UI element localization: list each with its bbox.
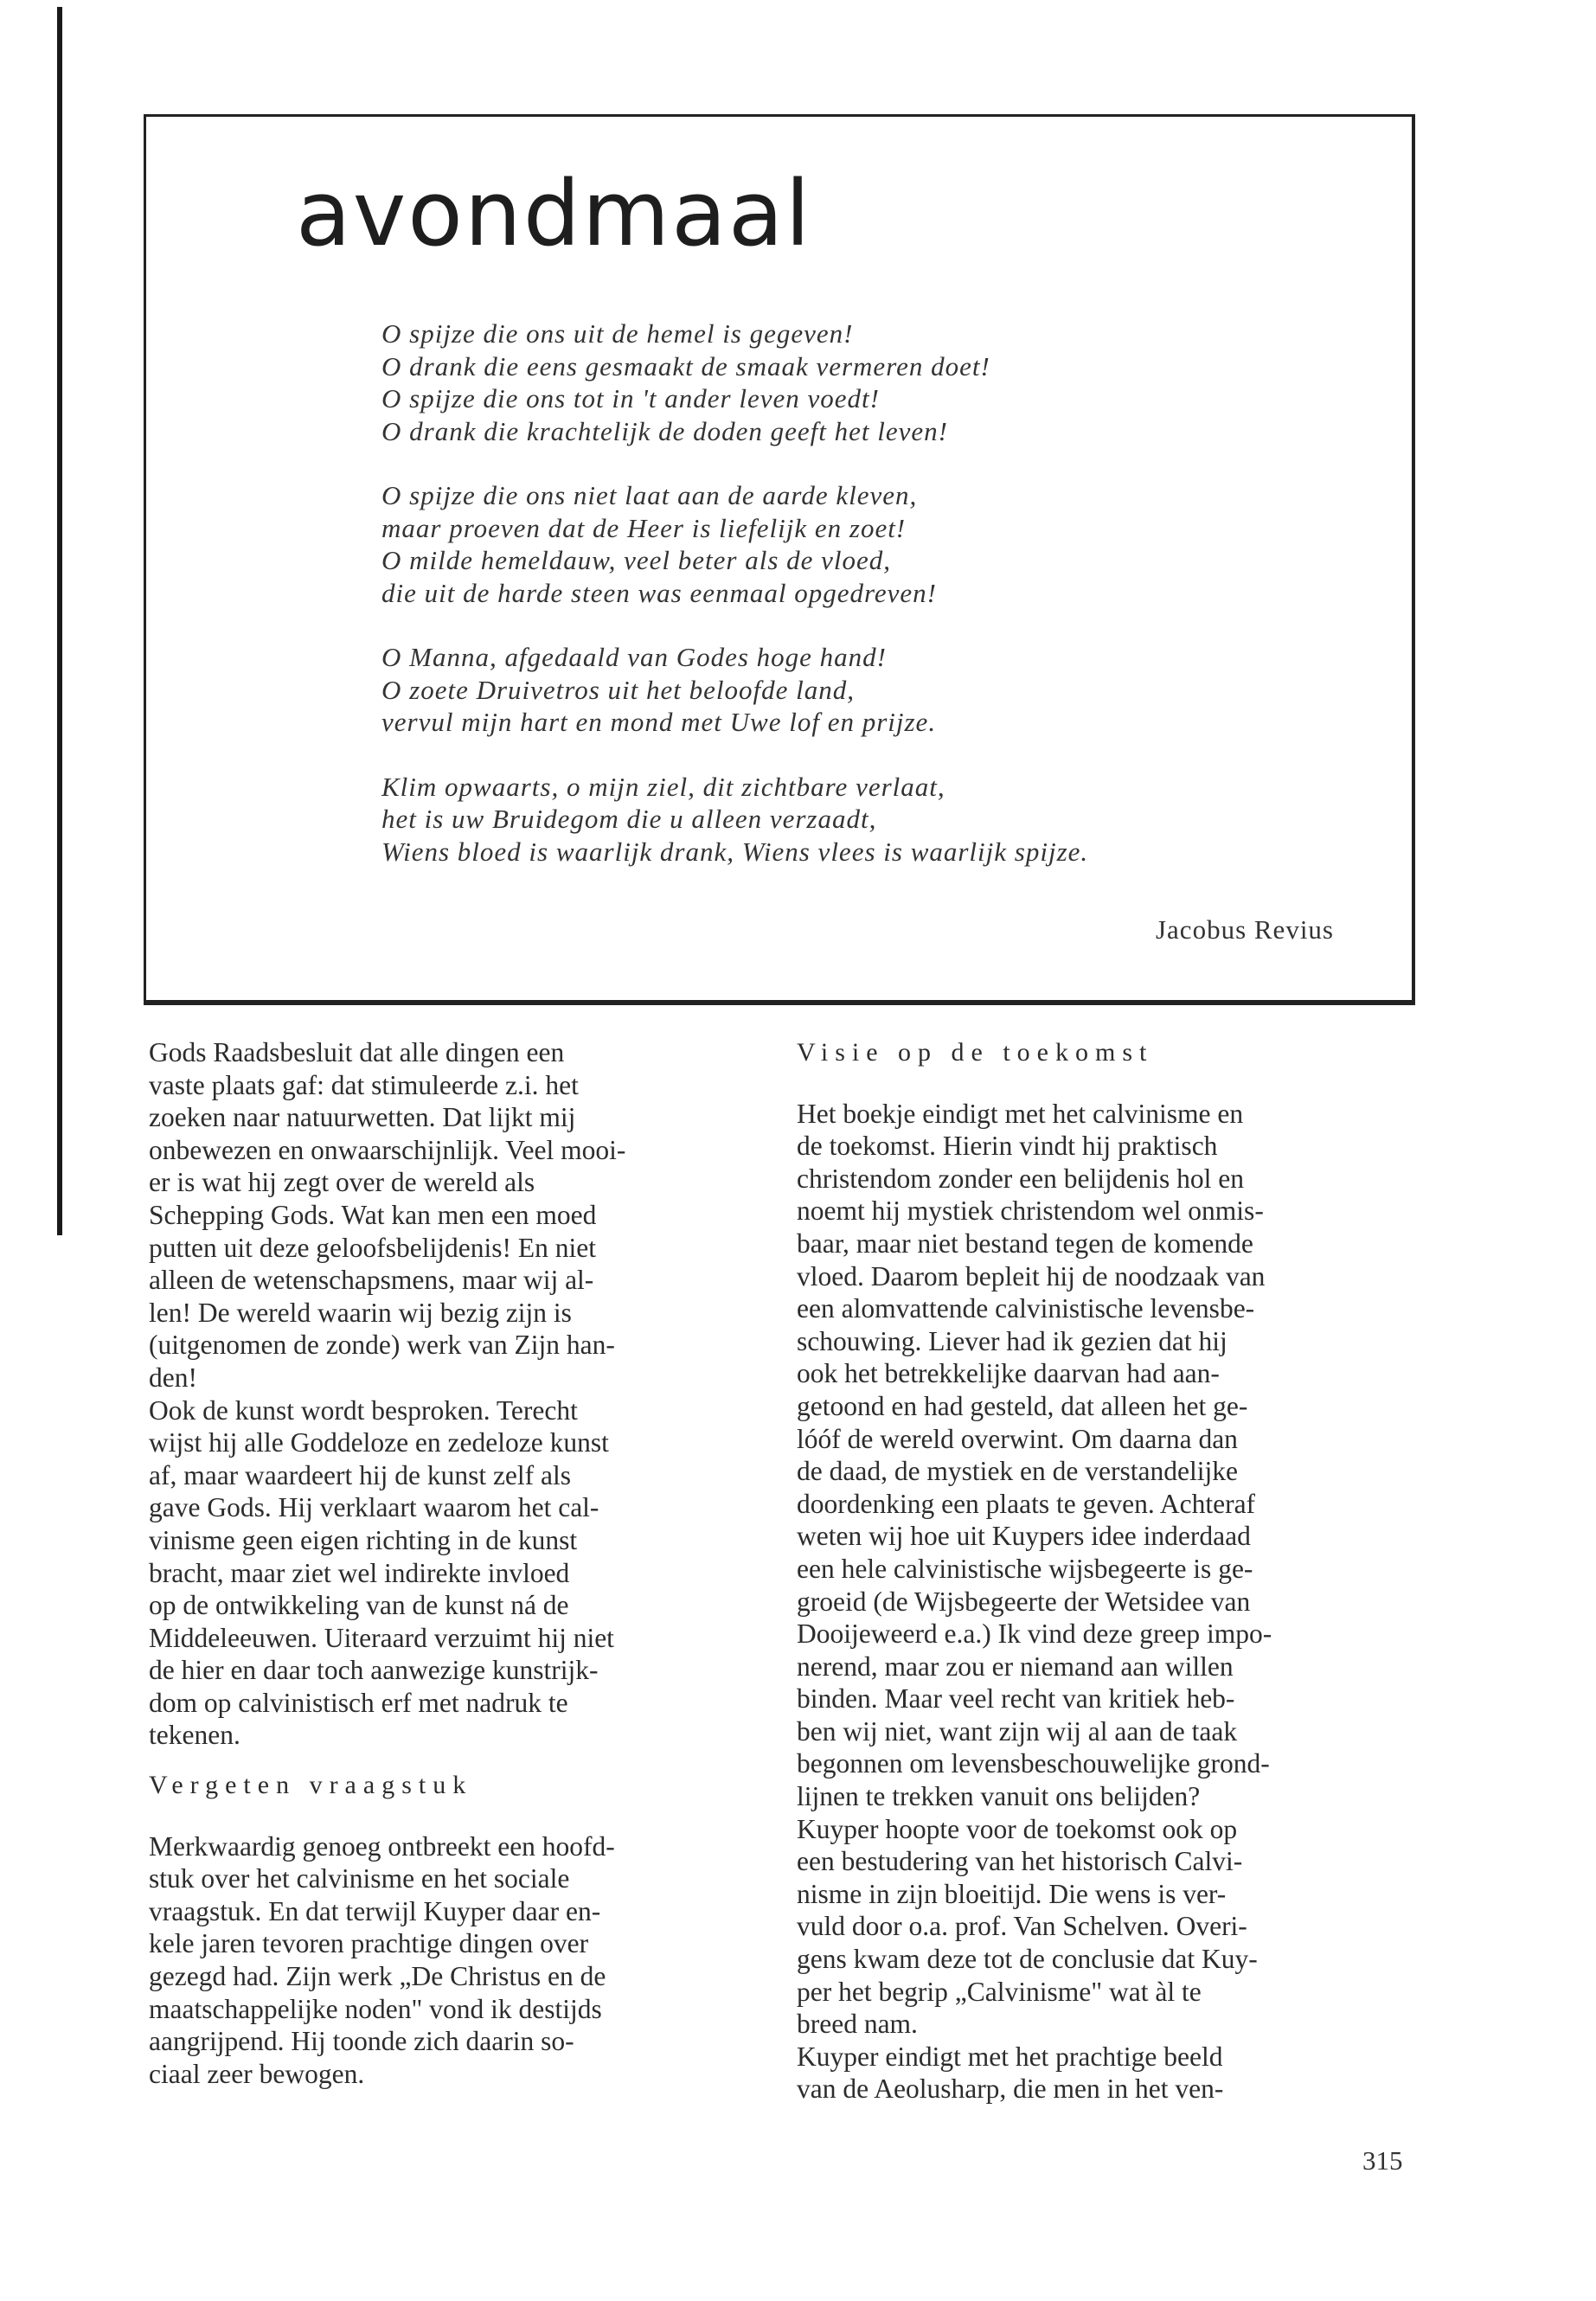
margin-bar [57,7,62,1235]
text-line: alleen de wetenschapsmens, maar wij al- [149,1265,594,1296]
text-line: de daad, de mystiek en de verstandelijke [797,1456,1238,1487]
text-line: ook het betrekkelijke daarvan had aan- [797,1358,1220,1389]
text-line: weten wij hoe uit Kuypers idee inderdaad [797,1521,1251,1552]
paragraph-kunst [149,1394,754,1753]
text-line: vuld door o.a. prof. Van Schelven. Overi- [797,1911,1247,1942]
paragraph-toekomst [797,1098,1402,1813]
text-line: van de Aeolusharp, die men in het ven- [797,2073,1224,2105]
poem-line: vervul mijn hart en mond met Uwe lof en prijze. [381,707,937,737]
text-line: begonnen om levensbeschouwelijke grond- [797,1748,1270,1779]
text-line: vaste plaats gaf: dat stimuleerde z.i. het [149,1069,579,1100]
poem-author: Jacobus Revius [1155,914,1334,945]
text-line: tekenen. [149,1720,240,1751]
text-line: schouwing. Liever had ik gezien dat hij [797,1325,1227,1356]
text-line: stuk over het calvinisme en het sociale [149,1863,570,1894]
poem-line: O milde hemeldauw, veel beter als de vloed, [381,545,892,575]
text-line: ciaal zeer bewogen. [149,2058,365,2089]
text-line: gezegd had. Zijn werk „De Christus en de [149,1961,606,1992]
poem-line: die uit de harde steen was eenmaal opgedreven! [381,577,938,608]
poem-stanza [381,641,1088,739]
poem-line: het is uw Bruidegom die u alleen verzaadt, [381,804,877,834]
text-line: nisme in zijn bloeitijd. Die wens is ver- [797,1878,1227,1909]
text-line: aangrijpend. Hij toonde zich daarin so- [149,2026,574,2057]
text-line: zoeken naar natuurwetten. Dat lijkt mij [149,1102,576,1133]
text-line: den! [149,1362,197,1393]
poem-line: O spijze die ons uit de hemel is gegeven! [381,318,854,349]
poem-stanza [381,479,1088,609]
article-column-right [797,1036,1402,2106]
text-line: per het begrip „Calvinisme" wat àl te [797,1976,1202,2007]
text-line: groeid (de Wijsbegeerte der Wetsidee van [797,1586,1251,1617]
text-line: vinisme geen eigen richting in de kunst [149,1524,578,1555]
text-line: kele jaren tevoren prachtige dingen over [149,1928,589,1959]
section-heading-visie-op-de-toekomst: Visie op de toekomst [797,1038,1154,1067]
article-column-left [149,1036,754,2090]
poem-line: O spijze die ons niet laat aan de aarde kleven, [381,480,918,510]
text-line: op de ontwikkeling van de kunst ná de [149,1590,569,1621]
poem-line: maar proeven dat de Heer is liefelijk en zoet! [381,512,907,543]
text-line: gave Gods. Hij verklaart waarom het cal- [149,1492,599,1523]
text-line: wijst hij alle Goddeloze en zedeloze kunst [149,1427,609,1458]
poem-line: Wiens bloed is waarlijk drank, Wiens vlees is waarlijk spijze. [381,836,1089,867]
poem-box [144,114,1415,1005]
poem-text [381,317,1088,868]
text-line: len! De wereld waarin wij bezig zijn is [149,1297,572,1328]
poem-stanza [381,317,1088,447]
text-line: noemt hij mystiek christendom wel onmis- [797,1195,1264,1227]
poem-stanza [381,771,1088,868]
text-line: Middeleeuwen. Uiteraard verzuimt hij niet [149,1622,614,1653]
text-line: een bestudering van het historisch Calvi- [797,1846,1243,1877]
paragraph-aeolusharp [797,2041,1402,2106]
text-line: Kuyper hoopte voor de toekomst ook op [797,1813,1238,1844]
text-line: Gods Raadsbesluit dat alle dingen een [149,1037,565,1067]
text-line: gens kwam deze tot de conclusie dat Kuy- [797,1944,1258,1975]
poem-line: O drank die krachtelijk de doden geeft het leven! [381,415,948,446]
text-line: Ook de kunst wordt besproken. Terecht [149,1394,578,1426]
text-line: Schepping Gods. Wat kan men een moed [149,1199,597,1230]
text-line: (uitgenomen de zonde) werk van Zijn han- [149,1330,615,1361]
text-line: dom op calvinistisch erf met nadruk te [149,1687,568,1718]
text-line: er is wat hij zegt over de wereld als [149,1167,535,1198]
text-line: bracht, maar ziet wel indirekte invloed [149,1557,570,1588]
paragraph-raadsbesluit [149,1036,754,1394]
poem-line: O spijze die ons tot in 't ander leven voedt! [381,383,880,413]
poem-line: Klim opwaarts, o mijn ziel, dit zichtbare verlaat, [381,771,945,802]
text-line: vloed. Daarom bepleit hij de noodzaak van [797,1260,1266,1292]
page-number: 315 [1362,2145,1403,2176]
text-line: Het boekje eindigt met het calvinisme en [797,1098,1244,1129]
text-line: Merkwaardig genoeg ontbreekt een hoofd- [149,1830,615,1862]
section-heading-vergeten-vraagstuk: Vergeten vraagstuk [149,1771,473,1800]
poem-line: O zoete Druivetros uit het beloofde land, [381,674,855,705]
text-line: lóóf de wereld overwint. Om daarna dan [797,1423,1238,1454]
text-line: baar, maar niet bestand tegen de komende [797,1227,1253,1259]
text-line: christendom zonder een belijdenis hol en [797,1163,1244,1194]
text-line: doordenking een plaats te geven. Achteraf [797,1488,1256,1519]
text-line: breed nam. [797,2009,918,2040]
text-line: vraagstuk. En dat terwijl Kuyper daar en- [149,1895,601,1926]
text-line: een hele calvinistische wijsbegeerte is ge- [797,1553,1253,1584]
text-line: de hier en daar toch aanwezige kunstrijk- [149,1655,599,1686]
text-line: een alomvattende calvinistische levensbe- [797,1293,1255,1324]
text-line: Kuyper eindigt met het prachtige beeld [797,2041,1223,2072]
paragraph-historisch-calvinisme [797,1813,1402,2041]
paragraph-sociale-vraagstuk [149,1830,754,2091]
text-line: onbewezen en onwaarschijnlijk. Veel mooi- [149,1134,626,1165]
text-line: ben wij niet, want zijn wij al aan de taak [797,1715,1238,1747]
text-line: lijnen te trekken vanuit ons belijden? [797,1781,1201,1812]
poem-title: avondmaal [296,161,812,266]
text-line: binden. Maar veel recht van kritiek heb- [797,1683,1235,1715]
text-line: nerend, maar zou er niemand aan willen [797,1650,1234,1682]
text-line: Dooijeweerd e.a.) Ik vind deze greep impo- [797,1618,1272,1650]
text-line: getoond en had gesteld, dat alleen het ge- [797,1390,1248,1421]
text-line: putten uit deze geloofsbelijdenis! En niet [149,1232,596,1263]
poem-line: O drank die eens gesmaakt de smaak vermeren doet! [381,350,990,381]
text-line: af, maar waardeert hij de kunst zelf als [149,1459,572,1490]
poem-line: O Manna, afgedaald van Godes hoge hand! [381,642,887,672]
text-line: maatschappelijke noden" vond ik destijds [149,1993,602,2024]
text-line: de toekomst. Hierin vindt hij praktisch [797,1131,1218,1162]
